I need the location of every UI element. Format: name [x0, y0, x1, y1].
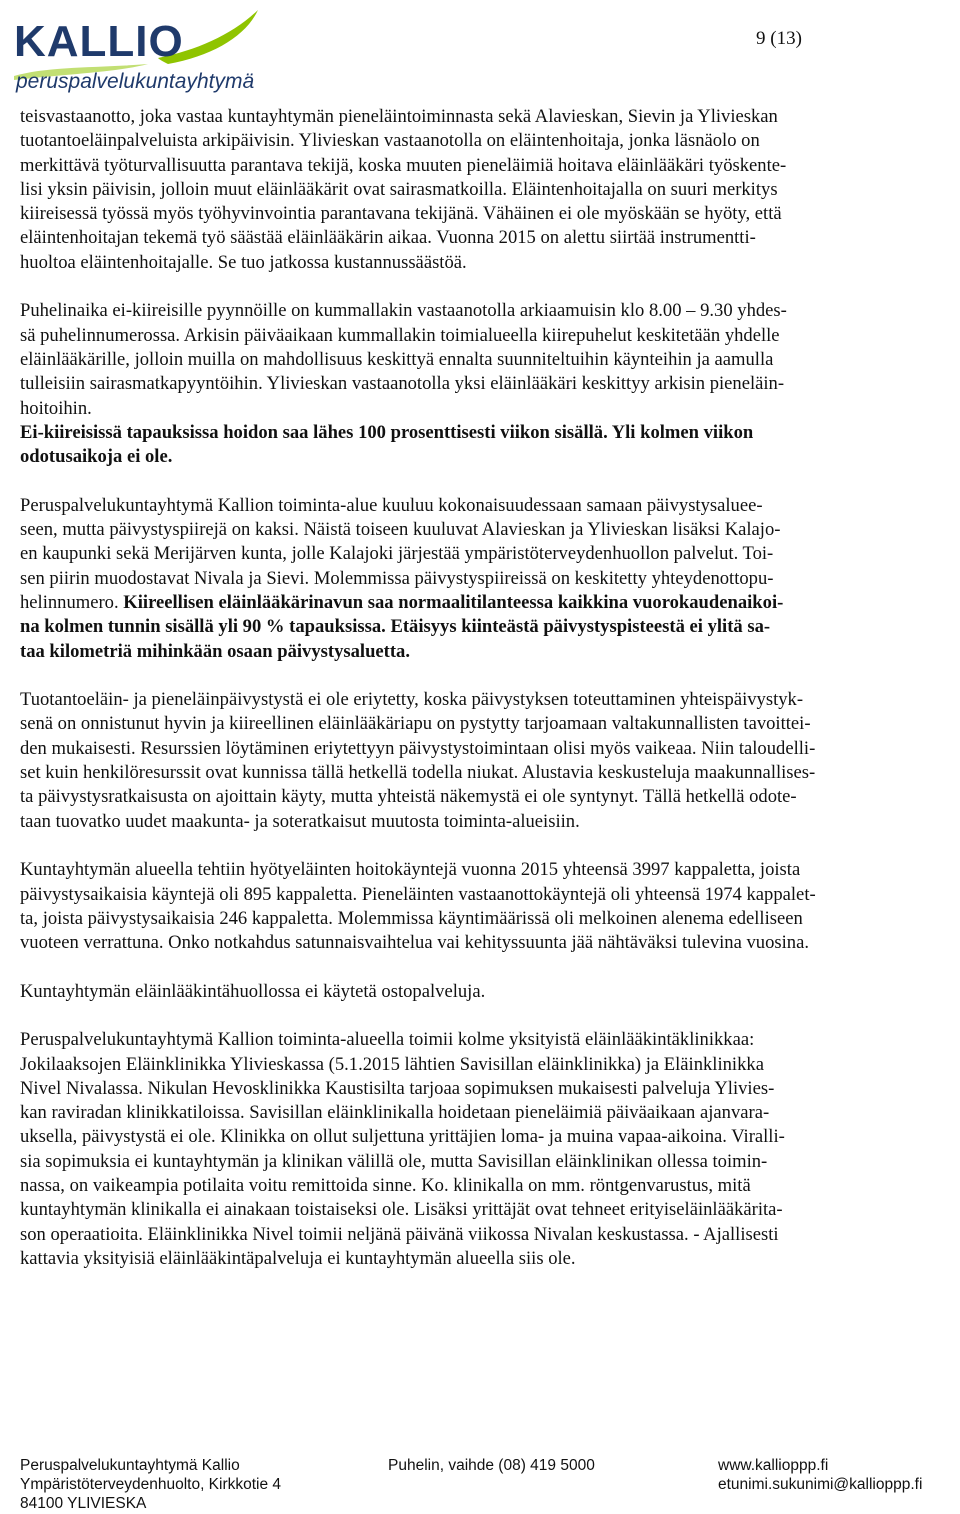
footer-org: Peruspalvelukuntayhtymä Kallio — [20, 1457, 240, 1474]
bold-text: na kolmen tunnin sisällä yli 90 % tapauksissa. Etäisyys kiinteästä päivystyspisteestä ei ylitä sa- — [20, 616, 771, 638]
paragraph — [20, 1028, 950, 1271]
paragraph — [20, 494, 950, 664]
paragraph — [20, 299, 950, 469]
text-segment: kan raviradan klinikkatiloissa. Savisillan eläinklinikalla hoidetaan pieneläimiä päiväaikaan ajanvara- — [20, 1102, 770, 1124]
text-segment: ta, joista päivystysaikaisia 246 kappaletta. Molemmissa käyntimäärissä oli melkoinen alenema edelliseen — [20, 907, 803, 929]
logo-name: KALLIO — [14, 17, 184, 66]
logo-subtitle: peruspalvelukuntayhtymä — [16, 70, 255, 93]
footer-phone-text: Puhelin, vaihde (08) 419 5000 — [388, 1457, 595, 1474]
footer-email: etunimi.sukunimi@kallioppp.fi — [718, 1476, 923, 1493]
page-number: 9 (13) — [756, 28, 802, 49]
text-line — [20, 348, 950, 372]
text-segment: Puhelinaika ei-kiireisille pyynnöille on kummallakin vastaanotolla arkiaamuisin klo 8.00 – 9.30 yhdes- — [20, 300, 787, 322]
kallio-logo — [8, 6, 268, 96]
text-line — [20, 1125, 950, 1149]
text-segment: sä puhelinnumerossa. Arkisin päiväaikaan kummallakin toimialueella kiirepuhelut keskitetään yhdelle — [20, 324, 780, 346]
text-segment: eläintenhoitajan tekemä työ säästää eläinlääkärin aikaa. Vuonna 2015 on alettu siirtää instrumentti- — [20, 227, 756, 249]
text-segment: Tuotantoeläin- ja pieneläinpäivystystä ei ole eriytetty, koska päivystyksen toteuttaminen yhteispäivystyk- — [20, 689, 804, 711]
text-line — [20, 494, 950, 518]
text-segment: Peruspalvelukuntayhtymä Kallion toiminta-alue kuuluu kokonaisuudessaan samaan päivystysaluee- — [20, 494, 763, 516]
text-segment: hoitoihin. — [20, 397, 92, 419]
text-segment: kattavia yksityisiä eläinlääkintäpalveluja ei kuntayhtymän alueella siis ole. — [20, 1247, 576, 1269]
text-segment: Nivel Nivalassa. Nikulan Hevosklinikka Kaustisilta tarjoaa sopimuksen mukaisesti palveluja Ylivies- — [20, 1077, 775, 1099]
text-line — [20, 761, 950, 785]
text-segment: merkittävä työturvallisuutta parantava tekijä, koska muuten pieneläimiä hoitava eläinlääkäri työskente- — [20, 154, 787, 176]
text-line — [20, 226, 950, 250]
text-line — [20, 445, 950, 469]
text-line — [20, 980, 950, 1004]
text-line — [20, 1101, 950, 1125]
text-line — [20, 858, 950, 882]
text-segment: päivystysaikaisia käyntejä oli 895 kappaletta. Pieneläinten vastaanottokäyntejä oli yhteensä 1974 kappalet- — [20, 883, 816, 905]
text-line — [20, 737, 950, 761]
text-segment: senä on onnistunut hyvin ja kiireellinen eläinlääkäriapu on pystytty tarjoamaan valtakunnallisten tavoittei- — [20, 713, 811, 735]
footer-city: 84100 YLIVIESKA — [20, 1495, 147, 1512]
text-line — [20, 154, 950, 178]
text-line — [20, 251, 950, 275]
text-segment: teisvastaanotto, joka vastaa kuntayhtymän pieneläintoiminnasta sekä Alavieskan, Sievin ja Ylivieskan — [20, 106, 778, 127]
text-line — [20, 129, 950, 153]
text-line — [20, 178, 950, 202]
text-segment: ta päivystysratkaisusta on ajoittain käyty, mutta yhteistä näkemystä ei ole syntynyt. Tällä hetkellä odote- — [20, 786, 797, 808]
text-segment: den mukaisesti. Resurssien löytäminen eriytettyyn päivystystoimintaan olisi myös vaikeaa. Niin taloudelli- — [20, 737, 816, 759]
text-line — [20, 567, 950, 591]
text-segment: tuotantoeläinpalveluista arkipäivisin. Ylivieskan vastaanotolla on eläintenhoitaja, jonka läsnäolo on — [20, 130, 760, 152]
text-segment: Jokilaaksojen Eläinklinikka Ylivieskassa (5.1.2015 lähtien Savisillan eläinklinikka) ja Eläinklinikka — [20, 1053, 764, 1075]
text-line — [20, 1053, 950, 1077]
text-line — [20, 640, 950, 664]
text-line — [20, 907, 950, 931]
paragraph — [20, 688, 950, 834]
text-segment: Peruspalvelukuntayhtymä Kallion toiminta-alueella toimii kolme yksityistä eläinlääkintäklinikkaa: — [20, 1029, 755, 1051]
text-segment: uksella, päivystystä ei ole. Klinikka on ollut suljettuna yrittäjien loma- ja muina vapaa-aikoina. Viralli- — [20, 1126, 785, 1148]
text-line — [20, 810, 950, 834]
text-line — [20, 105, 950, 129]
paragraph — [20, 858, 950, 955]
text-segment: nassa, on vaikeampia potilaita voitu remittoida sinne. Ko. klinikalla on mm. röntgenvarustus, mitä — [20, 1175, 751, 1197]
text-segment: huoltoa eläintenhoitajalle. Se tuo jatkossa kustannussäästöä. — [20, 251, 467, 273]
document-body — [20, 105, 950, 1296]
text-segment: tulleisiin sairasmatkapyyntöihin. Ylivieskan vastaanotolla yksi eläinlääkäri keskittyy arkisin pieneläin- — [20, 373, 785, 395]
text-segment: lisi yksin päivisin, jolloin muut eläinlääkärit ovat sairasmatkoilla. Eläintenhoitajalla on suuri merkitys — [20, 178, 778, 200]
text-segment: seen, mutta päivystyspiirejä on kaksi. Näistä toiseen kuuluvat Alavieskan ja Ylivieskan lisäksi Kalajo- — [20, 519, 781, 541]
footer-contact — [718, 1456, 922, 1494]
text-line — [20, 324, 950, 348]
text-segment: sen piirin muodostavat Nivala ja Sievi. Molemmissa päivystyspiireissä on keskitetty yhteydenottopu- — [20, 567, 774, 589]
text-segment: Kuntayhtymän eläinlääkintähuollossa ei käytetä ostopalveluja. — [20, 980, 486, 1002]
text-segment: helinnumero. — [20, 591, 124, 613]
text-line — [20, 1247, 950, 1271]
footer-phone — [388, 1456, 595, 1475]
text-segment: vuoteen verrattuna. Onko notkahdus satunnaisvaihtelua vai kehityssuunta jää nähtäväksi tulevina vuosina. — [20, 932, 809, 954]
text-segment: eläinlääkärille, jolloin muilla on mahdollisuus keskittyä ennalta suunniteltuihin käynteihin ja aamulla — [20, 348, 774, 370]
text-segment: kuntayhtymän klinikalla ei ainakaan toistaiseksi ole. Lisäksi yrittäjät ovat tehneet erityiseläinlääkärita- — [20, 1199, 783, 1221]
paragraph — [20, 980, 950, 1004]
text-segment: en kaupunki sekä Merijärven kunta, jolle Kalajoki järjestää ympäristöterveydenhuollon palvelut. Toi- — [20, 543, 774, 565]
text-segment: set kuin henkilöresurssit ovat kunnissa tällä hetkellä todella niukat. Alustavia keskusteluja maakunnallises- — [20, 762, 816, 784]
bold-text: Kiireellisen eläinlääkärinavun saa normaalitilanteessa kaikkina vuorokaudenaikoi- — [123, 591, 784, 613]
footer-unit: Ympäristöterveydenhuolto, Kirkkotie 4 — [20, 1476, 282, 1493]
text-line — [20, 1077, 950, 1101]
bold-text: taa kilometriä mihinkään osaan päivystysaluetta. — [20, 640, 410, 662]
text-line — [20, 202, 950, 226]
text-line — [20, 518, 950, 542]
text-line — [20, 299, 950, 323]
bold-text: Ei-kiireisissä tapauksissa hoidon saa lähes 100 prosenttisesti viikon sisällä. Yli kolmen viikon — [20, 421, 754, 443]
text-line — [20, 615, 950, 639]
text-line — [20, 397, 950, 421]
text-line — [20, 1198, 950, 1222]
footer-address — [20, 1456, 281, 1513]
bold-text: odotusaikoja ei ole. — [20, 446, 173, 468]
text-line — [20, 785, 950, 809]
text-line — [20, 688, 950, 712]
text-segment: kiireisessä työssä myös työhyvinvointia parantavana tekijänä. Vähäinen ei ole myöskään se hyöty, että — [20, 203, 782, 225]
text-line — [20, 1223, 950, 1247]
text-line — [20, 1174, 950, 1198]
text-line — [20, 1150, 950, 1174]
text-segment: taan tuovatko uudet maakunta- ja soteratkaisut muutosta toiminta-alueisiin. — [20, 810, 580, 832]
text-segment: son operaatioita. Eläinklinikka Nivel toimii neljänä päivänä viikossa Nivalan keskustassa. - Ajallisesti — [20, 1223, 779, 1245]
text-segment: sia sopimuksia ei kuntayhtymän ja klinikan välillä ole, mutta Savisillan eläinklinikan ollessa toimin- — [20, 1150, 768, 1172]
text-line — [20, 712, 950, 736]
footer-website: www.kallioppp.fi — [718, 1457, 829, 1474]
text-line — [20, 931, 950, 955]
text-line — [20, 1028, 950, 1052]
text-segment: Kuntayhtymän alueella tehtiin hyötyeläinten hoitokäyntejä vuonna 2015 yhteensä 3997 kappaletta, joista — [20, 859, 801, 881]
text-line — [20, 591, 950, 615]
text-line — [20, 542, 950, 566]
paragraph — [20, 105, 950, 275]
text-line — [20, 883, 950, 907]
logo-graphic — [8, 6, 268, 96]
text-line — [20, 421, 950, 445]
text-line — [20, 372, 950, 396]
